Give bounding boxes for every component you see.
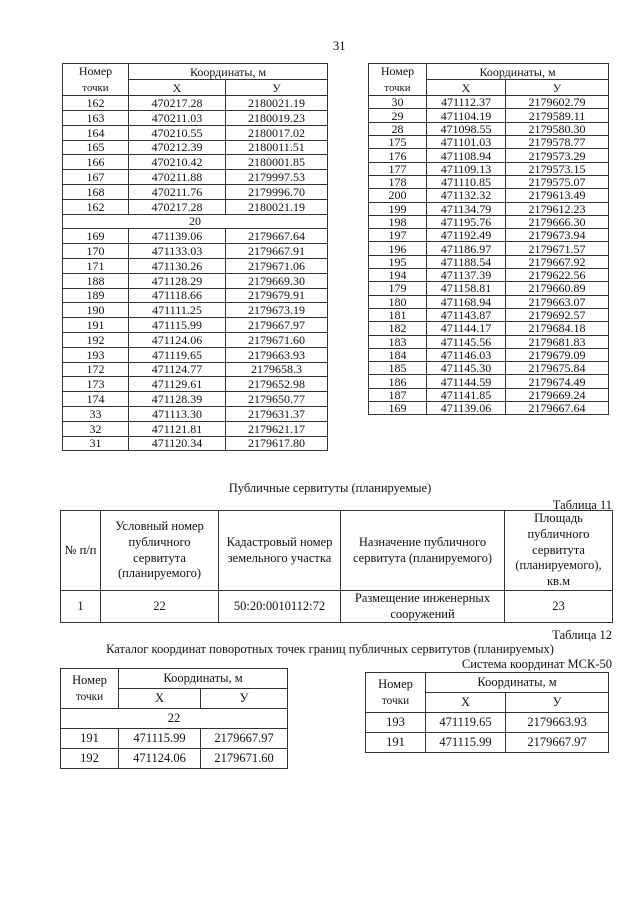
table-row bbox=[63, 436, 328, 451]
table-row bbox=[63, 110, 328, 125]
y-value: 2179667.97 bbox=[201, 729, 288, 749]
y-value: 2179673.19 bbox=[226, 303, 328, 318]
x-value: 471115.99 bbox=[129, 318, 226, 333]
header-line: точки bbox=[75, 691, 104, 704]
area: 23 bbox=[505, 591, 613, 623]
x-value: 471186.97 bbox=[427, 242, 506, 255]
y-value: 2179658.3 bbox=[226, 362, 328, 377]
point-number: 169 bbox=[63, 229, 129, 244]
servitude-number: 20 bbox=[63, 214, 328, 229]
x-value: 471108.94 bbox=[427, 149, 506, 162]
y-value: 2179671.60 bbox=[226, 332, 328, 347]
y-value: 2180017.02 bbox=[226, 125, 328, 140]
x-value: 471115.99 bbox=[426, 733, 506, 753]
column-header: Площадь публичного сервитута (планируемого), кв.м bbox=[505, 511, 613, 591]
point-number: 191 bbox=[63, 318, 129, 333]
table-row bbox=[61, 729, 288, 749]
table-row bbox=[369, 96, 609, 109]
y-value: 2179612.23 bbox=[506, 202, 609, 215]
coordinates-header: Координаты, м bbox=[427, 64, 609, 80]
y-value: 2179996.70 bbox=[226, 184, 328, 199]
point-number: 164 bbox=[63, 125, 129, 140]
y-value: 2179580.30 bbox=[506, 122, 609, 135]
x-value: 471137.39 bbox=[427, 269, 506, 282]
header-line: Номер bbox=[378, 677, 413, 692]
x-value: 470211.76 bbox=[129, 184, 226, 199]
y-value: 2179684.18 bbox=[506, 322, 609, 335]
y-value: 2179997.53 bbox=[226, 170, 328, 185]
table-row bbox=[369, 122, 609, 135]
point-number-header bbox=[63, 64, 129, 96]
y-value: 2179575.07 bbox=[506, 175, 609, 188]
point-number: 163 bbox=[63, 110, 129, 125]
x-value: 471111.25 bbox=[129, 303, 226, 318]
table-row bbox=[63, 332, 328, 347]
table-row bbox=[369, 202, 609, 215]
x-value: 471139.06 bbox=[427, 402, 506, 415]
section-row bbox=[61, 709, 288, 729]
y-value: 2179667.91 bbox=[226, 244, 328, 259]
point-number: 187 bbox=[369, 388, 427, 401]
x-value: 471129.61 bbox=[129, 377, 226, 392]
point-number-header bbox=[61, 669, 119, 709]
y-value: 2179667.64 bbox=[506, 402, 609, 415]
header-line: Номер bbox=[380, 64, 415, 78]
page-number: 31 bbox=[333, 39, 346, 53]
y-value: 2179663.07 bbox=[506, 295, 609, 308]
x-value: 471139.06 bbox=[129, 229, 226, 244]
table-row bbox=[369, 255, 609, 268]
y-header: У bbox=[226, 80, 328, 96]
table-row bbox=[369, 335, 609, 348]
point-number: 29 bbox=[369, 109, 427, 122]
section-row bbox=[63, 214, 328, 229]
table-row bbox=[369, 175, 609, 188]
y-value: 2179667.64 bbox=[226, 229, 328, 244]
x-value: 471145.56 bbox=[427, 335, 506, 348]
x-value: 471132.32 bbox=[427, 189, 506, 202]
y-header: У bbox=[201, 689, 288, 709]
y-value: 2179622.56 bbox=[506, 269, 609, 282]
point-number: 188 bbox=[63, 273, 129, 288]
x-header: X bbox=[129, 80, 226, 96]
x-value: 471124.77 bbox=[129, 362, 226, 377]
point-number: 177 bbox=[369, 162, 427, 175]
table-row bbox=[61, 749, 288, 769]
x-value: 471130.26 bbox=[129, 258, 226, 273]
header-line: точки bbox=[381, 695, 410, 708]
x-value: 471168.94 bbox=[427, 295, 506, 308]
x-value: 470210.55 bbox=[129, 125, 226, 140]
x-value: 471133.03 bbox=[129, 244, 226, 259]
y-value: 2179681.83 bbox=[506, 335, 609, 348]
y-value: 2179671.06 bbox=[226, 258, 328, 273]
y-value: 2179573.15 bbox=[506, 162, 609, 175]
point-number: 162 bbox=[63, 199, 129, 214]
point-number: 180 bbox=[369, 295, 427, 308]
table-row bbox=[63, 406, 328, 421]
table-row bbox=[369, 149, 609, 162]
x-value: 470211.88 bbox=[129, 170, 226, 185]
x-header: X bbox=[119, 689, 201, 709]
coordinates-table-left bbox=[62, 63, 328, 451]
y-value: 2180021.19 bbox=[226, 199, 328, 214]
row-number: 1 bbox=[61, 591, 101, 623]
table-row bbox=[369, 229, 609, 242]
point-number-header bbox=[366, 673, 426, 713]
table-row bbox=[63, 184, 328, 199]
table-row bbox=[63, 244, 328, 259]
x-value: 471118.66 bbox=[129, 288, 226, 303]
y-value: 2179667.97 bbox=[506, 733, 609, 753]
point-number: 182 bbox=[369, 322, 427, 335]
x-value: 471104.19 bbox=[427, 109, 506, 122]
table-row bbox=[369, 189, 609, 202]
point-number: 195 bbox=[369, 255, 427, 268]
table-row bbox=[63, 362, 328, 377]
y-value: 2179621.17 bbox=[226, 421, 328, 436]
x-value: 471134.79 bbox=[427, 202, 506, 215]
point-number: 168 bbox=[63, 184, 129, 199]
table-row bbox=[369, 215, 609, 228]
table12-caption: Каталог координат поворотных точек границ публичных сервитутов (планируемых) bbox=[106, 642, 554, 656]
point-number: 185 bbox=[369, 362, 427, 375]
y-value: 2179692.57 bbox=[506, 308, 609, 321]
y-value: 2179667.97 bbox=[226, 318, 328, 333]
y-value: 2179671.57 bbox=[506, 242, 609, 255]
x-value: 471158.81 bbox=[427, 282, 506, 295]
point-number: 172 bbox=[63, 362, 129, 377]
table-row bbox=[63, 377, 328, 392]
table-row bbox=[369, 242, 609, 255]
coordinates-header: Координаты, м bbox=[129, 64, 328, 80]
header-line: точки bbox=[82, 81, 109, 94]
table-row bbox=[63, 273, 328, 288]
y-value: 2179667.92 bbox=[506, 255, 609, 268]
x-value: 471144.17 bbox=[427, 322, 506, 335]
coordinates-table-right bbox=[368, 63, 609, 415]
point-number: 178 bbox=[369, 175, 427, 188]
point-number: 32 bbox=[63, 421, 129, 436]
table-row bbox=[369, 269, 609, 282]
servitude-number: 22 bbox=[61, 709, 288, 729]
servitude-number: 22 bbox=[101, 591, 219, 623]
x-value: 471113.30 bbox=[129, 406, 226, 421]
table-row bbox=[63, 258, 328, 273]
table-row bbox=[369, 162, 609, 175]
y-value: 2179652.98 bbox=[226, 377, 328, 392]
coordinates-header: Координаты, м bbox=[426, 673, 609, 693]
x-value: 471195.76 bbox=[427, 215, 506, 228]
point-number: 173 bbox=[63, 377, 129, 392]
x-header: X bbox=[426, 693, 506, 713]
x-value: 471101.03 bbox=[427, 136, 506, 149]
x-value: 471119.65 bbox=[426, 713, 506, 733]
y-value: 2179673.94 bbox=[506, 229, 609, 242]
point-number-header bbox=[369, 64, 427, 96]
table-row bbox=[369, 295, 609, 308]
point-number: 162 bbox=[63, 96, 129, 111]
table-row bbox=[63, 140, 328, 155]
point-number: 176 bbox=[369, 149, 427, 162]
table-row bbox=[63, 229, 328, 244]
header-line: Номер bbox=[72, 673, 107, 688]
cadastral-number: 50:20:0010112:72 bbox=[219, 591, 341, 623]
y-header: У bbox=[506, 693, 609, 713]
point-number: 191 bbox=[366, 733, 426, 753]
point-number: 28 bbox=[369, 122, 427, 135]
x-value: 471112.37 bbox=[427, 96, 506, 109]
x-value: 470212.39 bbox=[129, 140, 226, 155]
y-value: 2179675.84 bbox=[506, 362, 609, 375]
column-header: Кадастровый номер земельного участка bbox=[219, 511, 341, 591]
table-row bbox=[63, 288, 328, 303]
x-value: 471192.49 bbox=[427, 229, 506, 242]
table-row bbox=[366, 713, 609, 733]
y-value: 2180021.19 bbox=[226, 96, 328, 111]
table-row bbox=[369, 282, 609, 295]
point-number: 179 bbox=[369, 282, 427, 295]
point-number: 31 bbox=[63, 436, 129, 451]
column-header: Назначение публичного сервитута (планируемого) bbox=[341, 511, 505, 591]
servitudes-table bbox=[60, 510, 613, 623]
servitude-coordinates-table-right bbox=[365, 672, 609, 753]
table-row bbox=[63, 347, 328, 362]
point-number: 186 bbox=[369, 375, 427, 388]
point-number: 170 bbox=[63, 244, 129, 259]
table11-label: Таблица 11 bbox=[552, 498, 612, 512]
y-value: 2179666.30 bbox=[506, 215, 609, 228]
x-value: 470211.03 bbox=[129, 110, 226, 125]
x-value: 471110.85 bbox=[427, 175, 506, 188]
y-value: 2179573.29 bbox=[506, 149, 609, 162]
table-row bbox=[369, 136, 609, 149]
point-number: 190 bbox=[63, 303, 129, 318]
point-number: 165 bbox=[63, 140, 129, 155]
point-number: 181 bbox=[369, 308, 427, 321]
x-value: 471128.29 bbox=[129, 273, 226, 288]
x-header: X bbox=[427, 80, 506, 96]
point-number: 199 bbox=[369, 202, 427, 215]
y-value: 2179650.77 bbox=[226, 392, 328, 407]
y-header: У bbox=[506, 80, 609, 96]
table-row bbox=[369, 348, 609, 361]
table-row bbox=[369, 388, 609, 401]
x-value: 471124.06 bbox=[119, 749, 201, 769]
x-value: 471145.30 bbox=[427, 362, 506, 375]
y-value: 2180001.85 bbox=[226, 155, 328, 170]
purpose: Размещение инженерных сооружений bbox=[341, 591, 505, 623]
x-value: 471141.85 bbox=[427, 388, 506, 401]
x-value: 471188.54 bbox=[427, 255, 506, 268]
point-number: 171 bbox=[63, 258, 129, 273]
table-row bbox=[63, 199, 328, 214]
point-number: 167 bbox=[63, 170, 129, 185]
table-row bbox=[366, 733, 609, 753]
point-number: 193 bbox=[63, 347, 129, 362]
point-number: 192 bbox=[63, 332, 129, 347]
x-value: 470210.42 bbox=[129, 155, 226, 170]
table-row bbox=[369, 402, 609, 415]
y-value: 2179578.77 bbox=[506, 136, 609, 149]
table-row bbox=[63, 392, 328, 407]
point-number: 183 bbox=[369, 335, 427, 348]
point-number: 194 bbox=[369, 269, 427, 282]
y-value: 2179660.89 bbox=[506, 282, 609, 295]
x-value: 471115.99 bbox=[119, 729, 201, 749]
point-number: 189 bbox=[63, 288, 129, 303]
table-row bbox=[63, 125, 328, 140]
y-value: 2179617.80 bbox=[226, 436, 328, 451]
table-row bbox=[63, 96, 328, 111]
point-number: 192 bbox=[61, 749, 119, 769]
table-row bbox=[369, 109, 609, 122]
table-row bbox=[63, 303, 328, 318]
point-number: 191 bbox=[61, 729, 119, 749]
y-value: 2180011.51 bbox=[226, 140, 328, 155]
x-value: 471098.55 bbox=[427, 122, 506, 135]
point-number: 197 bbox=[369, 229, 427, 242]
column-header: Условный номер публичного сервитута (планируемого) bbox=[101, 511, 219, 591]
servitude-coordinates-table-left bbox=[60, 668, 288, 769]
point-number: 175 bbox=[369, 136, 427, 149]
table-row bbox=[369, 362, 609, 375]
point-number: 196 bbox=[369, 242, 427, 255]
y-value: 2179663.93 bbox=[506, 713, 609, 733]
x-value: 470217.28 bbox=[129, 199, 226, 214]
table-row bbox=[369, 322, 609, 335]
point-number: 30 bbox=[369, 96, 427, 109]
point-number: 33 bbox=[63, 406, 129, 421]
y-value: 2179669.24 bbox=[506, 388, 609, 401]
table12-label: Таблица 12 bbox=[552, 628, 612, 642]
y-value: 2179674.49 bbox=[506, 375, 609, 388]
table-row bbox=[63, 155, 328, 170]
x-value: 471121.81 bbox=[129, 421, 226, 436]
point-number: 200 bbox=[369, 189, 427, 202]
point-number: 198 bbox=[369, 215, 427, 228]
x-value: 471143.87 bbox=[427, 308, 506, 321]
x-value: 471124.06 bbox=[129, 332, 226, 347]
y-value: 2179679.91 bbox=[226, 288, 328, 303]
x-value: 471119.65 bbox=[129, 347, 226, 362]
table-row bbox=[369, 375, 609, 388]
y-value: 2179679.09 bbox=[506, 348, 609, 361]
x-value: 471144.59 bbox=[427, 375, 506, 388]
x-value: 471146.03 bbox=[427, 348, 506, 361]
y-value: 2179663.93 bbox=[226, 347, 328, 362]
table-row bbox=[61, 591, 613, 623]
coordinate-system: Система координат МСК-50 bbox=[461, 657, 612, 671]
section-title: Публичные сервитуты (планируемые) bbox=[228, 481, 432, 495]
y-value: 2179631.37 bbox=[226, 406, 328, 421]
x-value: 471109.13 bbox=[427, 162, 506, 175]
x-value: 470217.28 bbox=[129, 96, 226, 111]
y-value: 2179589.11 bbox=[506, 109, 609, 122]
header-line: Номер bbox=[78, 64, 113, 78]
point-number: 184 bbox=[369, 348, 427, 361]
table-row bbox=[369, 308, 609, 321]
header-line: точки bbox=[384, 81, 411, 94]
y-value: 2179669.30 bbox=[226, 273, 328, 288]
point-number: 166 bbox=[63, 155, 129, 170]
point-number: 193 bbox=[366, 713, 426, 733]
table-row bbox=[63, 318, 328, 333]
y-value: 2179671.60 bbox=[201, 749, 288, 769]
point-number: 169 bbox=[369, 402, 427, 415]
point-number: 174 bbox=[63, 392, 129, 407]
y-value: 2179613.49 bbox=[506, 189, 609, 202]
coordinates-header: Координаты, м bbox=[119, 669, 288, 689]
y-value: 2180019.23 bbox=[226, 110, 328, 125]
table-row bbox=[63, 421, 328, 436]
table-row bbox=[63, 170, 328, 185]
column-header: № п/п bbox=[61, 511, 101, 591]
x-value: 471120.34 bbox=[129, 436, 226, 451]
x-value: 471128.39 bbox=[129, 392, 226, 407]
y-value: 2179602.79 bbox=[506, 96, 609, 109]
